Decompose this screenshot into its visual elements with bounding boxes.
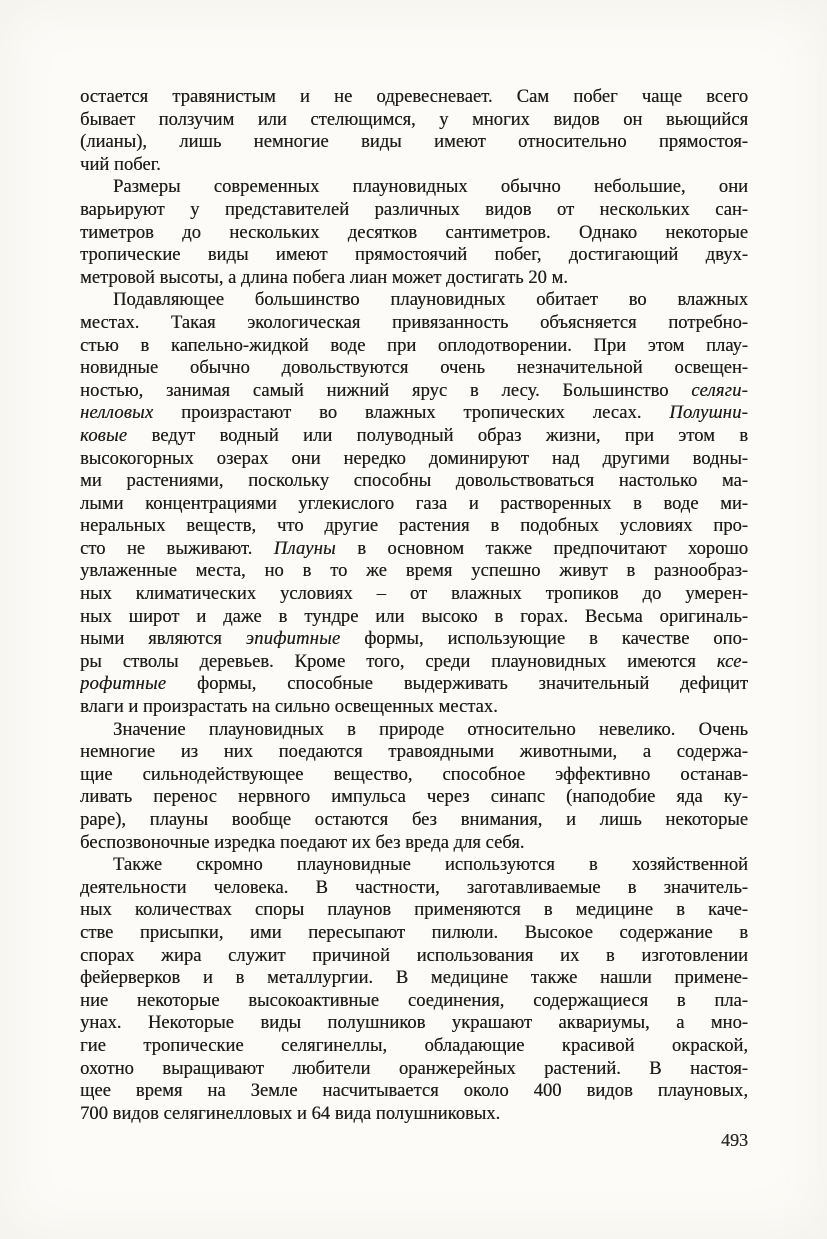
text-run: в основном также предпочитают хорошо [335, 537, 748, 559]
text-run: стью в капельно-жидкой воде при оплодотворении. При этом плау- [80, 334, 748, 356]
text-line [80, 267, 748, 290]
italic-text-run: селяги- [691, 379, 748, 401]
text-run: высокогорных озерах они нередко доминируют над другими водны- [80, 447, 748, 469]
text-line [80, 1058, 748, 1081]
text-run: (лианы), лишь немногие виды имеют относительно прямостоя- [80, 131, 748, 153]
text-line [80, 922, 748, 945]
text-line [80, 244, 748, 267]
italic-text-run: Полушни- [669, 402, 748, 424]
text-run: увлаженные места, но в то же время успешно живут в разнообраз- [80, 560, 748, 582]
text-run: ных широт и даже в тундре или высоко в горах. Весьма оригиналь- [80, 605, 748, 627]
text-run: ностью, занимая самый нижний ярус в лесу. Большинство [80, 379, 692, 401]
page-number: 493 [721, 1130, 748, 1150]
paragraph [80, 719, 748, 855]
text-run: ры стволы деревьев. Кроме того, среди плауновидных имеются [80, 650, 717, 672]
paragraph [80, 289, 748, 718]
text-line [80, 109, 748, 132]
text-run: немногие из них поедаются травоядными животными, а содержа- [80, 741, 748, 763]
text-run: влаги и произрастать на сильно освещенных местах. [80, 696, 498, 718]
text-run: ливать перенос нервного импульса через синапс (наподобие яда ку- [80, 786, 748, 808]
text-line [80, 786, 748, 809]
text-line [80, 1035, 748, 1058]
text-run: беспозвоночные изредка поедают их без вреда для себя. [80, 831, 525, 853]
italic-text-run: эпифитные [245, 628, 341, 650]
text-run: Размеры современных плауновидных обычно небольшие, они [113, 176, 748, 198]
italic-text-run: ковые [80, 424, 128, 446]
text-run: Подавляющее большинство плауновидных обитает во влажных [113, 289, 748, 311]
text-run: щее время на Земле насчитывается около 400 видов плауновых, [80, 1080, 748, 1102]
text-run: бывает ползучим или стелющимся, у многих видов он вьющийся [80, 108, 748, 130]
text-run: Значение плауновидных в природе относительно невелико. Очень [113, 718, 748, 740]
text-line [80, 877, 748, 900]
text-line [80, 741, 748, 764]
text-line [80, 380, 748, 403]
text-line [80, 222, 748, 245]
text-run: местах. Такая экологическая привязанность объясняется потребно- [80, 311, 748, 333]
text-run: фейерверков и в металлургии. В медицине также нашли примене- [80, 967, 748, 989]
text-line [80, 673, 748, 696]
text-run: ми растениями, поскольку способны довольствоваться настолько ма- [80, 470, 748, 492]
text-line [80, 425, 748, 448]
text-line [80, 809, 748, 832]
text-line [80, 967, 748, 990]
text-line [80, 990, 748, 1013]
text-run: стве присыпки, ими пересыпают пилюли. Высокое содержание в [80, 921, 748, 943]
text-line [80, 945, 748, 968]
text-run: ных количествах споры плаунов применяются в медицине в каче- [80, 899, 748, 921]
text-line [80, 628, 748, 651]
text-line [80, 176, 748, 199]
text-line [80, 651, 748, 674]
text-line [80, 312, 748, 335]
italic-text-run: нелловых [80, 402, 154, 424]
italic-text-run: рофитные [80, 673, 167, 695]
text-run: гие тропические селягинеллы, обладающие красивой окраской, [80, 1034, 748, 1056]
text-line [80, 606, 748, 629]
text-line [80, 470, 748, 493]
text-line [80, 1080, 748, 1103]
text-line [80, 515, 748, 538]
text-line [80, 86, 748, 109]
text-line [80, 583, 748, 606]
text-line [80, 335, 748, 358]
text-run: ными являются [80, 628, 246, 650]
text-run: тропические виды имеют прямостоячий побег, достигающий двух- [80, 244, 748, 266]
text-run: 700 видов селягинелловых и 64 вида полушниковых. [80, 1102, 501, 1124]
italic-text-run: Плауны [273, 537, 336, 559]
text-line [80, 560, 748, 583]
text-run: тиметров до нескольких десятков сантиметров. Однако некоторые [80, 221, 748, 243]
text-run: унах. Некоторые виды полушников украшают аквариумы, а мно- [80, 1012, 748, 1034]
text-run: сто не выживают. [80, 537, 274, 559]
text-line [80, 357, 748, 380]
page-text [80, 86, 748, 1125]
text-run: неральных веществ, что другие растения в подобных условиях про- [80, 515, 748, 537]
text-run: щие сильнодействующее вещество, способное эффективно останав- [80, 763, 748, 785]
text-line [80, 131, 748, 154]
text-run: Также скромно плауновидные используются в хозяйственной [113, 854, 748, 876]
text-run: новидные обычно довольствуются очень незначительной освещен- [80, 357, 748, 379]
text-line [80, 764, 748, 787]
paragraph [80, 176, 748, 289]
text-line [80, 899, 748, 922]
italic-text-run: ксе- [716, 650, 748, 672]
text-run: ведут водный или полуводный образ жизни, при этом в [127, 424, 748, 446]
text-line [80, 696, 748, 719]
text-run: остается травянистым и не одревесневает. Сам побег чаще всего [80, 86, 748, 107]
text-line [80, 1103, 748, 1126]
text-line [80, 832, 748, 855]
text-run: лыми концентрациями углекислого газа и растворенных в воде ми- [80, 492, 748, 514]
text-run: деятельности человека. В частности, заготавливаемые в значитель- [80, 876, 748, 898]
text-run: формы, использующие в качестве опо- [340, 628, 748, 650]
text-line [80, 493, 748, 516]
text-line [80, 854, 748, 877]
text-line [80, 154, 748, 177]
text-run: чий побег. [80, 153, 161, 175]
text-line [80, 402, 748, 425]
text-line [80, 538, 748, 561]
text-run: ние некоторые высокоактивные соединения, содержащиеся в пла- [80, 989, 748, 1011]
text-run: метровой высоты, а длина побега лиан может достигать 20 м. [80, 266, 568, 288]
text-run: раре), плауны вообще остаются без внимания, и лишь некоторые [80, 809, 748, 830]
text-run: формы, способные выдерживать значительный дефицит [166, 673, 748, 695]
text-run: ных климатических условиях – от влажных тропиков до умерен- [80, 583, 748, 605]
text-run: произрастают во влажных тропических лесах. [153, 402, 670, 424]
text-line [80, 1012, 748, 1035]
text-line [80, 199, 748, 222]
text-line [80, 289, 748, 312]
paragraph [80, 86, 748, 176]
text-line [80, 448, 748, 471]
text-run: варьируют у представителей различных видов от нескольких сан- [80, 198, 748, 220]
text-line [80, 719, 748, 742]
text-run: спорах жира служит причиной использования их в изготовлении [80, 944, 748, 966]
paragraph [80, 854, 748, 1125]
text-run: охотно выращивают любители оранжерейных растений. В настоя- [80, 1057, 748, 1079]
